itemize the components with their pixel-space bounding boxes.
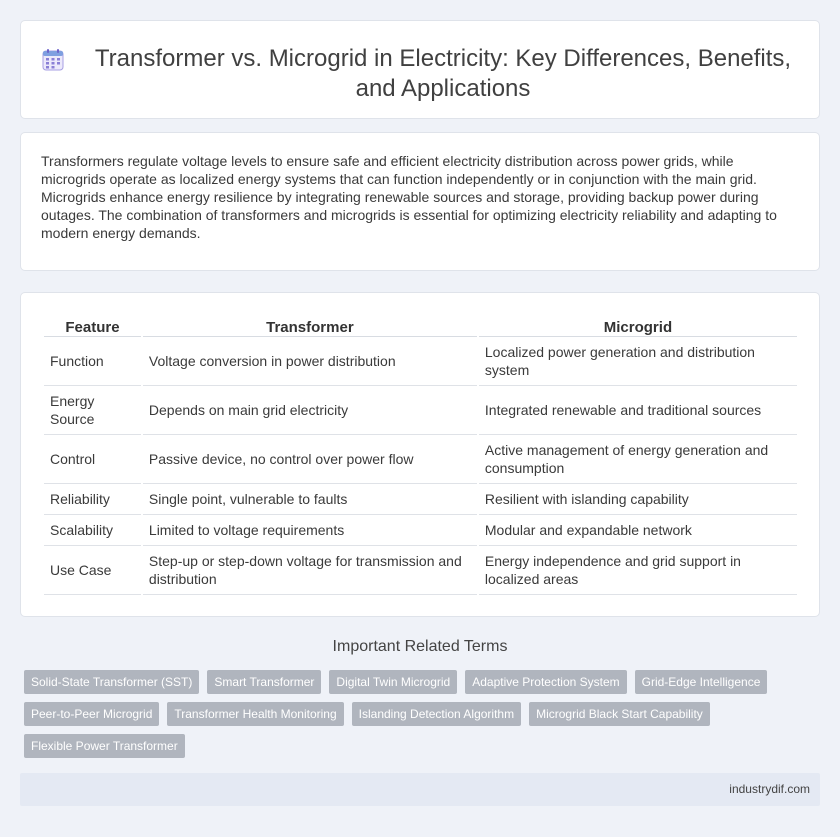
cell-feature: Use Case: [44, 546, 141, 595]
title-wrap: [21, 21, 819, 104]
related-term-tag[interactable]: Grid-Edge Intelligence: [635, 670, 768, 694]
related-term-tag[interactable]: Flexible Power Transformer: [24, 734, 185, 758]
related-term-tag[interactable]: Smart Transformer: [207, 670, 321, 694]
intro-card: [20, 132, 820, 271]
cell-transformer: Step-up or step-down voltage for transmission and distribution: [143, 546, 477, 595]
cell-transformer: Passive device, no control over power flow: [143, 435, 477, 484]
cell-feature: Control: [44, 435, 141, 484]
table-row: [44, 435, 797, 484]
cell-feature: Reliability: [44, 484, 141, 515]
intro-paragraph: Transformers regulate voltage levels to ensure safe and efficient electricity distribution across power grids, while microgrids operate as localized energy systems that can function independently or in conjunction with the main grid. Microgrids enhance energy resilience by integrating renewable sources and storage, providing backup power during outages. The combination of transformers and microgrids is essential for optimizing electricity reliability and adapting to modern energy demands.: [41, 153, 777, 241]
cell-transformer: Single point, vulnerable to faults: [143, 484, 477, 515]
comparison-card: [20, 292, 820, 617]
cell-microgrid: Energy independence and grid support in localized areas: [479, 546, 797, 595]
cell-transformer: Depends on main grid electricity: [143, 386, 477, 435]
cell-feature: Energy Source: [44, 386, 141, 435]
header-feature: Feature: [44, 314, 141, 337]
footer-bar: [20, 773, 820, 806]
related-terms-title: Important Related Terms: [332, 638, 508, 655]
related-term-tag[interactable]: Digital Twin Microgrid: [329, 670, 457, 694]
table-row: [44, 337, 797, 386]
cell-microgrid: Modular and expandable network: [479, 515, 797, 546]
related-term-tag[interactable]: Solid-State Transformer (SST): [24, 670, 199, 694]
related-term-tag[interactable]: Islanding Detection Algorithm: [352, 702, 521, 726]
cell-microgrid: Active management of energy generation and consumption: [479, 435, 797, 484]
table-row: [44, 515, 797, 546]
cell-microgrid: Integrated renewable and traditional sources: [479, 386, 797, 435]
table-row: [44, 546, 797, 595]
header-transformer: Transformer: [143, 314, 477, 337]
table-header-row: [44, 314, 797, 337]
footer-site-link[interactable]: industrydif.com: [729, 782, 810, 796]
cell-feature: Function: [44, 337, 141, 386]
related-term-tag[interactable]: Peer-to-Peer Microgrid: [24, 702, 159, 726]
cell-microgrid: Resilient with islanding capability: [479, 484, 797, 515]
calendar-icon: [41, 48, 65, 72]
cell-microgrid: Localized power generation and distribution system: [479, 337, 797, 386]
page-title: Transformer vs. Microgrid in Electricity: Key Differences, Benefits, and Applications: [94, 45, 792, 102]
related-terms-list: [24, 670, 784, 758]
title-card: [20, 20, 820, 119]
cell-transformer: Limited to voltage requirements: [143, 515, 477, 546]
cell-transformer: Voltage conversion in power distribution: [143, 337, 477, 386]
table-row: [44, 386, 797, 435]
related-term-tag[interactable]: Adaptive Protection System: [465, 670, 626, 694]
header-microgrid: Microgrid: [479, 314, 797, 337]
related-term-tag[interactable]: Transformer Health Monitoring: [167, 702, 343, 726]
cell-feature: Scalability: [44, 515, 141, 546]
comparison-table: [42, 314, 799, 595]
related-term-tag[interactable]: Microgrid Black Start Capability: [529, 702, 710, 726]
table-row: [44, 484, 797, 515]
